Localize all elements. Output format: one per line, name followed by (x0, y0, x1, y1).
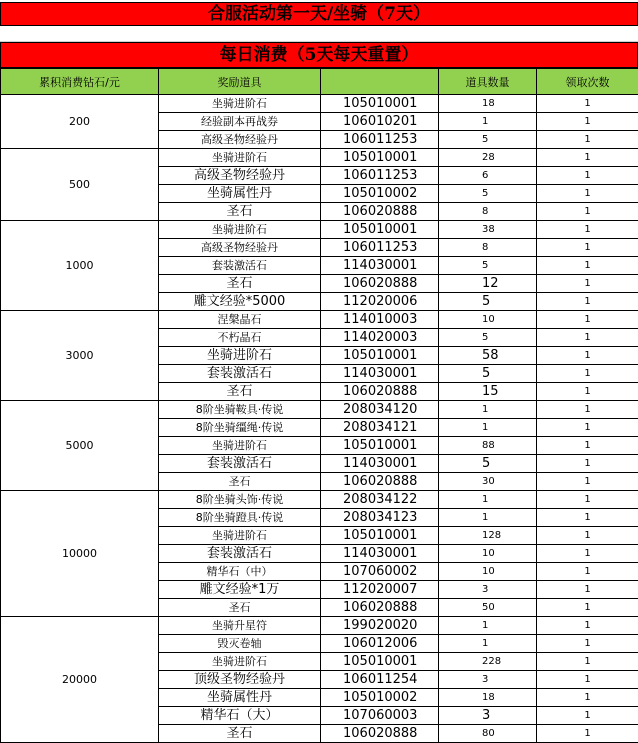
tier-amount-cell[interactable]: 20000 (1, 617, 159, 743)
item-quantity-cell[interactable]: 5 (439, 329, 537, 347)
item-quantity-cell[interactable]: 15 (439, 383, 537, 401)
tier-amount-cell[interactable]: 5000 (1, 401, 159, 491)
claim-count-cell[interactable]: 1 (537, 257, 638, 275)
item-id-cell[interactable]: 106020888 (321, 383, 439, 401)
header-reward-item[interactable]: 奖励道具 (159, 69, 321, 95)
claim-count-cell[interactable]: 1 (537, 491, 638, 509)
header-claim-count[interactable]: 领取次数 (537, 69, 638, 95)
claim-count-cell[interactable]: 1 (537, 365, 638, 383)
item-quantity-cell[interactable]: 3 (439, 707, 537, 725)
item-name-cell[interactable]: 精华石（大） (159, 707, 321, 725)
item-quantity-cell[interactable]: 88 (439, 437, 537, 455)
item-id-cell[interactable]: 208034123 (321, 509, 439, 527)
table-body (1, 95, 638, 743)
item-quantity-cell[interactable]: 1 (439, 635, 537, 653)
claim-count-cell[interactable]: 1 (537, 95, 638, 113)
item-name-cell[interactable]: 坐骑升星符 (159, 617, 321, 635)
claim-count-cell[interactable]: 1 (537, 545, 638, 563)
claim-count-cell[interactable]: 1 (537, 581, 638, 599)
item-id-cell[interactable]: 114030001 (321, 365, 439, 383)
table-row (1, 311, 638, 329)
header-item-id[interactable] (321, 69, 439, 95)
claim-count-cell[interactable]: 1 (537, 437, 638, 455)
item-name-cell[interactable]: 坐骑进阶石 (159, 347, 321, 365)
item-quantity-cell[interactable]: 1 (439, 401, 537, 419)
item-name-cell[interactable]: 圣石 (159, 383, 321, 401)
item-quantity-cell[interactable]: 3 (439, 581, 537, 599)
item-name-cell[interactable]: 圣石 (159, 473, 321, 491)
item-quantity-cell[interactable]: 10 (439, 311, 537, 329)
item-id-cell[interactable]: 114030001 (321, 257, 439, 275)
item-name-cell[interactable]: 圣石 (159, 599, 321, 617)
claim-count-cell[interactable]: 1 (537, 563, 638, 581)
claim-count-cell[interactable]: 1 (537, 383, 638, 401)
item-name-cell[interactable]: 套装激活石 (159, 365, 321, 383)
item-name-cell[interactable]: 坐骑进阶石 (159, 221, 321, 239)
item-quantity-cell[interactable]: 128 (439, 527, 537, 545)
claim-count-cell[interactable]: 1 (537, 707, 638, 725)
item-id-cell[interactable]: 114030001 (321, 455, 439, 473)
item-quantity-cell[interactable]: 5 (439, 455, 537, 473)
item-id-cell[interactable]: 106020888 (321, 203, 439, 221)
item-id-cell[interactable]: 106020888 (321, 725, 439, 743)
header-quantity[interactable]: 道具数量 (439, 69, 537, 95)
item-name-cell[interactable]: 坐骑进阶石 (159, 653, 321, 671)
item-name-cell[interactable]: 不朽晶石 (159, 329, 321, 347)
section-subtitle: 每日消费（5天每天重置） (0, 42, 638, 68)
item-id-cell[interactable]: 105010001 (321, 149, 439, 167)
claim-count-cell[interactable]: 1 (537, 725, 638, 743)
item-id-cell[interactable]: 199020020 (321, 617, 439, 635)
item-id-cell[interactable]: 106020888 (321, 275, 439, 293)
claim-count-cell[interactable]: 1 (537, 617, 638, 635)
reward-table (0, 68, 638, 743)
item-name-cell[interactable]: 坐骑进阶石 (159, 149, 321, 167)
item-name-cell[interactable]: 经验副本再战券 (159, 113, 321, 131)
claim-count-cell[interactable]: 1 (537, 509, 638, 527)
item-quantity-cell[interactable]: 5 (439, 257, 537, 275)
item-quantity-cell[interactable]: 5 (439, 293, 537, 311)
item-quantity-cell[interactable]: 1 (439, 419, 537, 437)
claim-count-cell[interactable]: 1 (537, 671, 638, 689)
claim-count-cell[interactable]: 1 (537, 347, 638, 365)
item-name-cell[interactable]: 高级圣物经验丹 (159, 131, 321, 149)
item-quantity-cell[interactable]: 1 (439, 509, 537, 527)
item-quantity-cell[interactable]: 1 (439, 491, 537, 509)
item-id-cell[interactable]: 106020888 (321, 473, 439, 491)
item-name-cell[interactable]: 涅槃晶石 (159, 311, 321, 329)
table-row (1, 221, 638, 239)
item-id-cell[interactable]: 114010003 (321, 311, 439, 329)
table-row (1, 149, 638, 167)
item-quantity-cell[interactable]: 18 (439, 689, 537, 707)
item-quantity-cell[interactable]: 1 (439, 617, 537, 635)
claim-count-cell[interactable]: 1 (537, 527, 638, 545)
table-row (1, 617, 638, 635)
item-quantity-cell[interactable]: 5 (439, 365, 537, 383)
item-id-cell[interactable]: 208034120 (321, 401, 439, 419)
claim-count-cell[interactable]: 1 (537, 221, 638, 239)
claim-count-cell[interactable]: 1 (537, 167, 638, 185)
item-quantity-cell[interactable]: 28 (439, 149, 537, 167)
table-row (1, 95, 638, 113)
claim-count-cell[interactable]: 1 (537, 203, 638, 221)
claim-count-cell[interactable]: 1 (537, 329, 638, 347)
claim-count-cell[interactable]: 1 (537, 473, 638, 491)
item-id-cell[interactable]: 112020007 (321, 581, 439, 599)
item-name-cell[interactable]: 高级圣物经验丹 (159, 167, 321, 185)
item-id-cell[interactable]: 114020003 (321, 329, 439, 347)
item-quantity-cell[interactable]: 1 (439, 113, 537, 131)
tier-amount-cell[interactable]: 3000 (1, 311, 159, 401)
item-name-cell[interactable]: 圣石 (159, 725, 321, 743)
claim-count-cell[interactable]: 1 (537, 275, 638, 293)
item-id-cell[interactable]: 106010201 (321, 113, 439, 131)
item-quantity-cell[interactable]: 38 (439, 221, 537, 239)
claim-count-cell[interactable]: 1 (537, 293, 638, 311)
item-quantity-cell[interactable]: 3 (439, 671, 537, 689)
item-quantity-cell[interactable]: 58 (439, 347, 537, 365)
table-row (1, 401, 638, 419)
claim-count-cell[interactable]: 1 (537, 113, 638, 131)
item-name-cell[interactable]: 圣石 (159, 203, 321, 221)
claim-count-cell[interactable]: 1 (537, 599, 638, 617)
item-name-cell[interactable]: 套装激活石 (159, 545, 321, 563)
tier-amount-cell[interactable]: 10000 (1, 491, 159, 617)
claim-count-cell[interactable]: 1 (537, 455, 638, 473)
item-name-cell[interactable]: 坐骑进阶石 (159, 527, 321, 545)
claim-count-cell[interactable]: 1 (537, 401, 638, 419)
header-amount[interactable]: 累积消费钻石/元 (1, 69, 159, 95)
table-row (1, 491, 638, 509)
item-name-cell[interactable]: 坐骑属性丹 (159, 185, 321, 203)
item-quantity-cell[interactable]: 10 (439, 563, 537, 581)
claim-count-cell[interactable]: 1 (537, 239, 638, 257)
claim-count-cell[interactable]: 1 (537, 419, 638, 437)
item-name-cell[interactable]: 圣石 (159, 275, 321, 293)
item-name-cell[interactable]: 坐骑进阶石 (159, 437, 321, 455)
item-id-cell[interactable]: 107060002 (321, 563, 439, 581)
item-id-cell[interactable]: 105010002 (321, 689, 439, 707)
item-quantity-cell[interactable]: 80 (439, 725, 537, 743)
tier-amount-cell[interactable]: 500 (1, 149, 159, 221)
item-id-cell[interactable]: 106011253 (321, 239, 439, 257)
item-id-cell[interactable]: 106012006 (321, 635, 439, 653)
claim-count-cell[interactable]: 1 (537, 689, 638, 707)
item-id-cell[interactable]: 105010001 (321, 347, 439, 365)
tier-amount-cell[interactable]: 1000 (1, 221, 159, 311)
item-id-cell[interactable]: 106011253 (321, 131, 439, 149)
claim-count-cell[interactable]: 1 (537, 185, 638, 203)
item-id-cell[interactable]: 106011254 (321, 671, 439, 689)
item-id-cell[interactable]: 105010001 (321, 527, 439, 545)
sheet-title: 合服活动第一天/坐骑（7天） (0, 2, 638, 26)
item-quantity-cell[interactable]: 18 (439, 95, 537, 113)
header-row (1, 69, 638, 95)
item-id-cell[interactable]: 105010002 (321, 185, 439, 203)
item-id-cell[interactable]: 106011253 (321, 167, 439, 185)
item-name-cell[interactable]: 高级圣物经验丹 (159, 239, 321, 257)
claim-count-cell[interactable]: 1 (537, 311, 638, 329)
item-quantity-cell[interactable]: 50 (439, 599, 537, 617)
item-id-cell[interactable]: 107060003 (321, 707, 439, 725)
item-quantity-cell[interactable]: 8 (439, 239, 537, 257)
item-id-cell[interactable]: 208034122 (321, 491, 439, 509)
claim-count-cell[interactable]: 1 (537, 149, 638, 167)
item-name-cell[interactable]: 8阶坐骑缰绳·传说 (159, 419, 321, 437)
item-id-cell[interactable]: 112020006 (321, 293, 439, 311)
empty-row (0, 26, 638, 42)
item-quantity-cell[interactable]: 12 (439, 275, 537, 293)
item-name-cell[interactable]: 雕文经验*5000 (159, 293, 321, 311)
claim-count-cell[interactable]: 1 (537, 635, 638, 653)
item-name-cell[interactable]: 雕文经验*1万 (159, 581, 321, 599)
item-id-cell[interactable]: 208034121 (321, 419, 439, 437)
item-name-cell[interactable]: 坐骑进阶石 (159, 95, 321, 113)
item-name-cell[interactable]: 8阶坐骑头饰·传说 (159, 491, 321, 509)
item-quantity-cell[interactable]: 8 (439, 203, 537, 221)
item-name-cell[interactable]: 精华石（中） (159, 563, 321, 581)
item-name-cell[interactable]: 顶级圣物经验丹 (159, 671, 321, 689)
item-id-cell[interactable]: 114030001 (321, 545, 439, 563)
claim-count-cell[interactable]: 1 (537, 131, 638, 149)
item-name-cell[interactable]: 套装激活石 (159, 257, 321, 275)
item-id-cell[interactable]: 105010001 (321, 95, 439, 113)
item-quantity-cell[interactable]: 6 (439, 167, 537, 185)
item-id-cell[interactable]: 105010001 (321, 221, 439, 239)
item-quantity-cell[interactable]: 228 (439, 653, 537, 671)
item-name-cell[interactable]: 套装激活石 (159, 455, 321, 473)
claim-count-cell[interactable]: 1 (537, 653, 638, 671)
item-id-cell[interactable]: 105010001 (321, 437, 439, 455)
tier-amount-cell[interactable]: 200 (1, 95, 159, 149)
item-id-cell[interactable]: 105010001 (321, 653, 439, 671)
item-quantity-cell[interactable]: 10 (439, 545, 537, 563)
item-name-cell[interactable]: 毁灭卷轴 (159, 635, 321, 653)
item-quantity-cell[interactable]: 5 (439, 185, 537, 203)
item-id-cell[interactable]: 106020888 (321, 599, 439, 617)
item-quantity-cell[interactable]: 30 (439, 473, 537, 491)
item-name-cell[interactable]: 8阶坐骑蹬具·传说 (159, 509, 321, 527)
item-name-cell[interactable]: 8阶坐骑鞍具·传说 (159, 401, 321, 419)
item-quantity-cell[interactable]: 5 (439, 131, 537, 149)
item-name-cell[interactable]: 坐骑属性丹 (159, 689, 321, 707)
